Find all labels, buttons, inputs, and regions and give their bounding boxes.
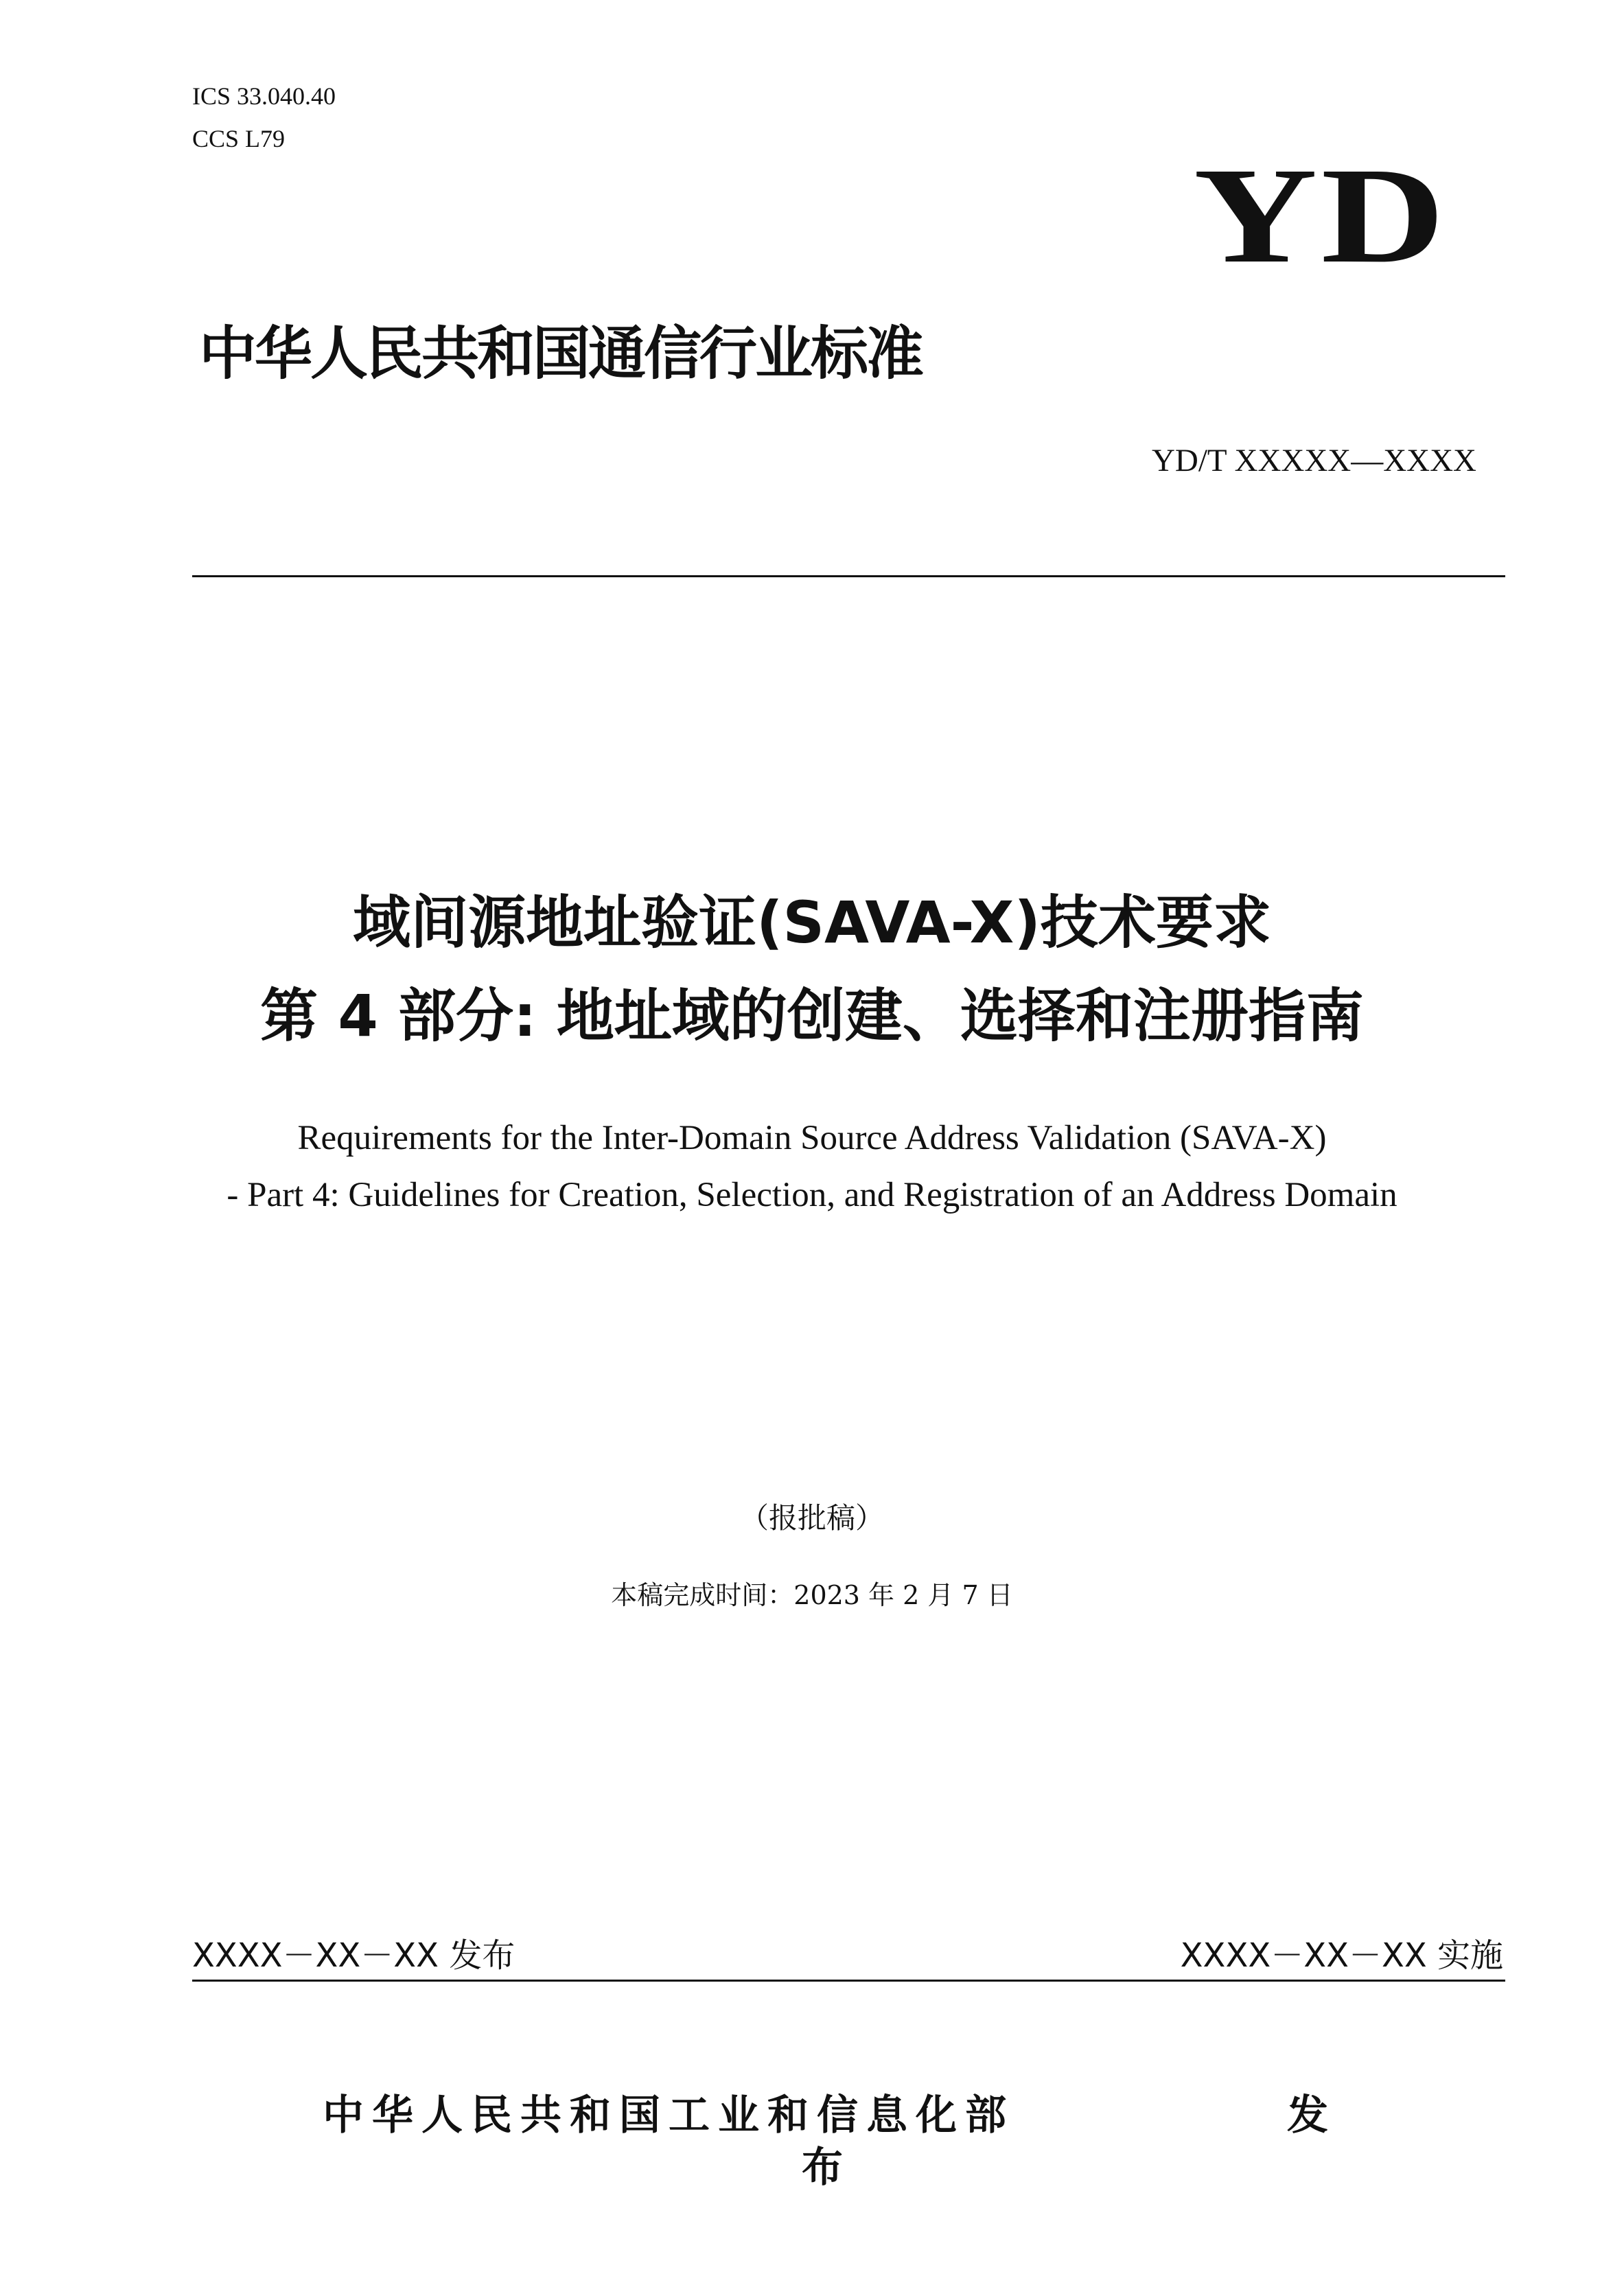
chinese-title-line-2: 第 4 部分: 地址域的创建、选择和注册指南 xyxy=(260,982,1364,1050)
footer-divider xyxy=(192,1980,1505,1982)
yd-logo: YD xyxy=(1193,140,1448,292)
draft-status: （报批稿） xyxy=(739,1501,884,1535)
english-title-line-1: Requirements for the Inter-Domain Source Address Validation (SAVA-X) xyxy=(297,1119,1327,1157)
implement-date: XXXX－XX－XX 实施 xyxy=(1180,1936,1503,1975)
ics-code: ICS 33.040.40 xyxy=(192,82,336,110)
ccs-code: CCS L79 xyxy=(192,125,286,152)
chinese-title-line-1: 域间源地址验证(SAVA-X)技术要求 xyxy=(353,889,1271,956)
header-divider xyxy=(192,575,1505,577)
standard-category-title: 中华人民共和国通信行业标准 xyxy=(199,320,923,387)
publish-date: XXXX－XX－XX 发布 xyxy=(192,1936,515,1975)
draft-completion-date: 本稿完成时间：2023 年 2 月 7 日 xyxy=(611,1580,1013,1610)
issuing-authority: 中华人民共和国工业和信息化部 xyxy=(323,2091,1014,2140)
issue-verb-part-2: 布 xyxy=(802,2144,843,2192)
standard-number: YD/T XXXXX—XXXX xyxy=(1151,443,1476,478)
english-title-line-2: - Part 4: Guidelines for Creation, Selection, and Registration of an Address Domain xyxy=(227,1176,1397,1214)
issue-verb-part-1: 发 xyxy=(1287,2091,1328,2140)
